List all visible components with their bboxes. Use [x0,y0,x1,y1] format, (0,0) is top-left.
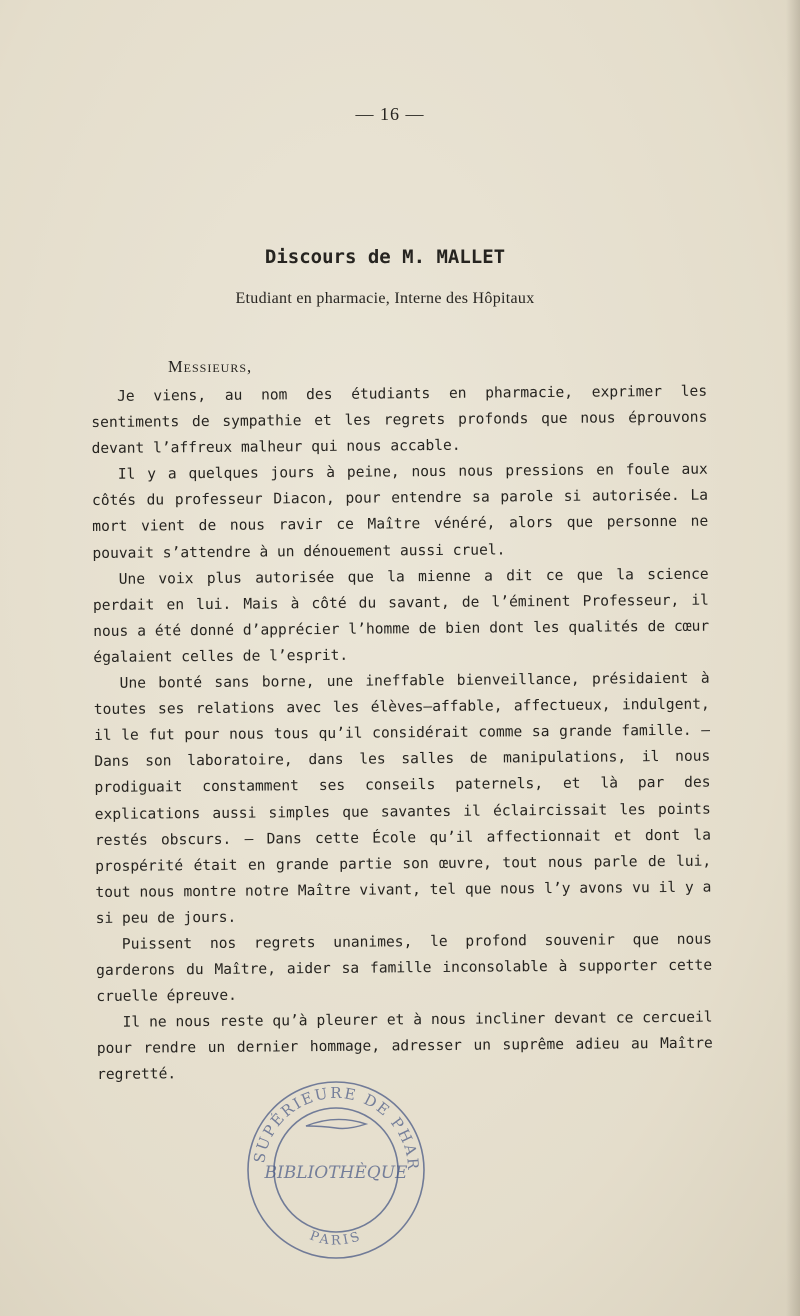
paragraph: Je viens, au nom des étudiants en pharmacie, exprimer les sentiments de sympathie et les regrets profonds que nous éprouvons devant l’affreux malheur qui nous accable. [91,382,708,458]
stamp-top-text: SUPÉRIEURE DE PHAR [250,1083,423,1172]
paragraph: Une voix plus autorisée que la mienne a dit ce que la science perdait en lui. Mais à côté du savant, de l’éminent Professeur, il nous a été donné d’apprécier l’homme de bien dont les qualités de cœur égalaient celles de l’esprit. [92,565,710,666]
paragraph: Puissent nos regrets unanimes, le profond souvenir que nous garderons du Maître, aider sa famille inconsolable à supporter cette cruelle épreuve. [96,930,713,1006]
paragraph: Il ne nous reste qu’à pleurer et à nous incliner devant ce cercueil pour rendre un dernier hommage, adresser un suprême adieu au Maître regretté. [96,1008,713,1084]
paragraph: Une bonté sans borne, une ineffable bienveillance, présidaient à toutes ses relations avec les élèves—affable, affectueux, indulgent, il le fut pour nous tous qu’il considérait comme sa grande famille. — Dans son laboratoire, dans les salles de manipulations, il nous prodiguait constamment ses conseils paternels, et là par des explications aussi simples que savantes il éclaircissait les points restés obscurs. — Dans cette École qu’il affectionnait et dont la prospérité était en grande partie son œuvre, tout nous parle de lui, tout nous montre notre Maître vivant, tel que nous l’y avons vu il y a si peu de jours. [93,669,712,927]
stamp-bottom-text: PARIS [307,1228,365,1249]
speech-title: Discours de M. MALLET [264,246,506,268]
page-edge-shadow [786,0,800,1316]
speech-body [91,379,713,1089]
library-stamp [236,1066,436,1262]
library-stamp-graphic [236,1066,436,1262]
page-number: — 16 — [355,104,425,124]
speaker-subtitle: Etudiant en pharmacie, Interne des Hôpitaux [235,290,535,307]
salutation: Messieurs, [168,357,253,376]
paragraph: Il y a quelques jours à peine, nous nous pressions en foule aux côtés du professeur Diacon, pour entendre sa parole si autorisée. La mort vient de nous ravir ce Maître vénéré, alors que personne ne pouvait s’attendre à un dénouement aussi cruel. [91,460,709,562]
stamp-center-text: BIBLIOTHÈQUE [264,1163,408,1183]
